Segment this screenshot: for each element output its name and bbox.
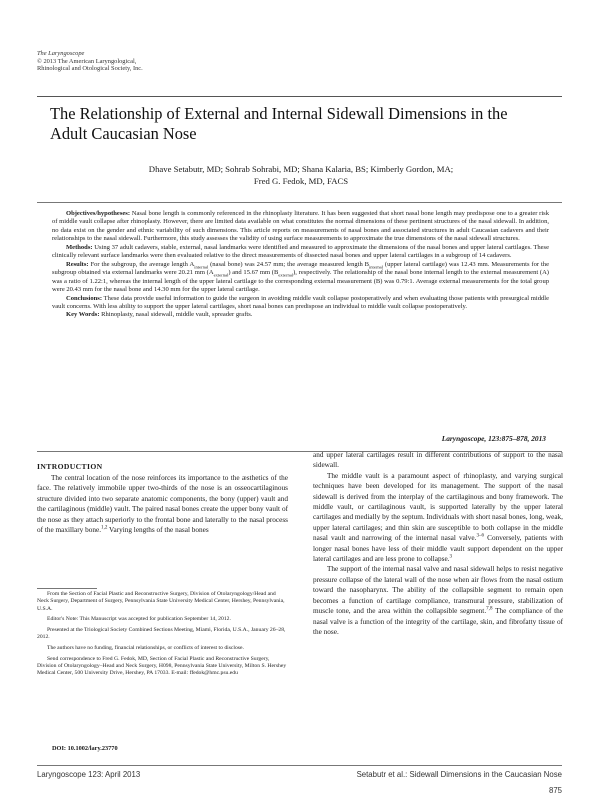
- reference-marker: 7,8: [486, 605, 493, 612]
- abstract-objectives: [52, 210, 549, 244]
- paragraph-text: The central location of the nose reinforces its importance to the æsthetics of the face. The relatively immobile upper two-thirds of the nose is an osseocartilaginous structure divided into two separate anatomic components, the bony (upper) vault and the cartilaginous (middle) vault. The paired nasal bones create the upper bony vault of the nose as they attach superiorly to the frontal bone and laterally to the nasal process of the maxillary bone.: [37, 474, 288, 535]
- abstract-keywords: [52, 311, 549, 319]
- author-list: [60, 163, 542, 187]
- authors-line: Dhave Setabutr, MD; Sohrab Sohrabi, MD; Shana Kalaria, BS; Kimberly Gordon, MA;: [148, 164, 454, 174]
- subscript: external: [213, 272, 229, 278]
- paragraph-text: Varying lengths of the nasal bones: [107, 526, 209, 535]
- running-footer-right: Setabutr et al.: Sidewall Dimensions in the Caucasian Nose: [356, 770, 562, 779]
- results-text: For the subgroup, the average length A: [88, 260, 195, 268]
- results-text: ) and 15.67 mm (B: [228, 269, 279, 277]
- objectives-text: Nasal bone length is commonly referenced in the rhinoplasty literature. It has been suggested that short nasal bone length may predispose one to a greater risk of middle vault collapse after rhinoplasty. However, there are limited data available on what constitutes the normal dimensions of these pertinent structures of the nasal sidewall. In addition, no data exist on the gender and ethnic variability of such dimensions. This article reports on measurements of nasal bones and associated structures in adult Caucasian cadavers and their relationships to the nasal sidewall. Furthermore, this study assesses the validity of using surface measurements to approximate the true dimensions of the nasal sidewall structures.: [52, 210, 549, 243]
- abstract-methods: [52, 244, 549, 261]
- title-line: Adult Caucasian Nose: [50, 124, 197, 143]
- abstract-conclusions: [52, 295, 549, 312]
- results-text: ), respectively. The relationship of the nasal bone internal length to the external measurement (A) was a ratio of 1.22:1, whereas the internal length of the upper lateral cartilage to the corresponding external measurement (B) was 0.79:1. Average external measurements for the total group were 20.43 mm for the nasal bone and 14.30 mm for the upper lateral cartilage.: [52, 269, 549, 294]
- title-line: The Relationship of External and Internal Sidewall Dimensions in the: [50, 104, 508, 123]
- journal-header: [37, 50, 143, 73]
- header-divider: [37, 96, 562, 97]
- conclusions-label: Conclusions:: [66, 294, 103, 302]
- results-label: Results:: [66, 260, 89, 268]
- reference-marker: 3: [449, 553, 453, 560]
- footnote: Presented at the Triological Society Combined Sections Meeting, Miami, Florida, U.S.A., January 26–28, 2012.: [37, 627, 286, 641]
- subscript: internal: [194, 264, 209, 270]
- footnote: From the Section of Facial Plastic and Reconstructive Surgery, Division of Otolaryngology/Head and Neck Surgery, Department of Surgery, Pennsylvania State University Medical Center, Hershey, Pennsylvania, U.S.A.: [37, 591, 285, 612]
- results-text: (upper lateral cartilage) was 12.43 mm. Measurements for the subgroup obtained via external landmarks were 20.21 mm (A: [52, 260, 549, 277]
- methods-text: Using 37 adult cadavers, stable, external, nasal landmarks were identified and measured to approximate the dimensions of the nasal bones and upper lateral cartilages. These clinically relevant surface landmarks were then evaluated relative to the direct measurements of dissected nasal bones and upper lateral cartilages in a subgroup of 14 cadavers.: [52, 243, 549, 260]
- footnote-divider: [37, 588, 97, 589]
- keywords-label: Key Words:: [66, 311, 100, 319]
- methods-label: Methods:: [66, 243, 93, 251]
- paragraph: [313, 471, 563, 565]
- paragraph-text: The compliance of the nasal valve is a function of the integrity of the cartilage, skin, and fibrofatty tissue of the nose.: [313, 607, 563, 636]
- objectives-label: Objectives/hypotheses:: [66, 210, 131, 217]
- footer-divider: [37, 765, 562, 766]
- subscript: internal: [369, 264, 383, 270]
- abstract: [52, 210, 549, 320]
- reference-marker: 3–6: [476, 532, 485, 539]
- copyright-line: Rhinological and Otological Society, Inc.: [37, 65, 143, 73]
- journal-name: The Laryngoscope: [37, 50, 85, 57]
- article-title: [50, 104, 560, 144]
- paragraph-text: The support of the internal nasal valve and nasal sidewall helps to resist negative pressure collapse of the lateral wall of the nose when air flows from the nasal ostium toward the nasopharynx. The ability of the collapsible segment to remain open becomes a function of cartilage compliance, transmural pressure, stabilization of muscle tone, and the area within the collapsible segment.: [313, 565, 563, 616]
- results-text: (nasal bone) was 24.57 mm; the average measured length B: [208, 260, 369, 268]
- doi: DOI: 10.1002/lary.23770: [52, 745, 118, 752]
- body-column-left: [37, 473, 288, 535]
- paragraph: [37, 473, 288, 535]
- footnotes: [37, 591, 288, 681]
- running-footer-left: Laryngoscope 123: April 2013: [37, 770, 141, 779]
- subscript: external: [278, 272, 294, 278]
- section-heading-introduction: INTRODUCTION: [37, 462, 103, 471]
- footnote: Send correspondence to Fred G. Fedok, MD, Section of Facial Plastic and Reconstructive Surgery, Division of Otolaryngology–Head and Neck Surgery, H098, Pennsylvania State University, Milton S. Hershey Medical Center, 500 University Drive, Hershey, PA 17033. E-mail: ffedok@hmc.psu.edu: [37, 655, 287, 677]
- keywords-text: Rhinoplasty, nasal sidewall, middle vault, spreader grafts.: [99, 311, 253, 319]
- footnote: The authors have no funding, financial relationships, or conflicts of interest to disclose.: [47, 645, 244, 651]
- copyright-line: © 2013 The American Laryngological,: [37, 57, 137, 65]
- footnote: Editor's Note: This Manuscript was accepted for publication September 14, 2012.: [47, 616, 231, 623]
- paragraph: [313, 564, 563, 637]
- authors-line: Fred G. Fedok, MD, FACS: [253, 176, 349, 186]
- conclusions-text: These data provide useful information to guide the surgeon in avoiding middle vault collapse postoperatively and when evaluating those patients with presurgical middle vault concerns. With less ability to support the upper lateral cartilages, short nasal bones can predispose an individual to middle vault collapse postoperatively.: [52, 294, 549, 310]
- paragraph-text: The middle vault is a paramount aspect of rhinoplasty, and varying surgical techniques have been developed for its management. The support of the nasal sidewall is derived from the interplay of the cartilaginous and bony framework. The middle vault, or cartilaginous vault, is supported laterally by the upper lateral cartilages and medially by the septum. Individuals with short nasal bones, long, weak, upper lateral cartilages; and thin skin are susceptible to both collapse in the middle nasal vault and narrowing of the internal nasal valve.: [313, 471, 563, 543]
- abstract-results: [52, 261, 549, 295]
- paragraph: and upper lateral cartilages result in different contributions of support to the nasal sidewall.: [313, 451, 563, 470]
- page-number: 875: [548, 786, 562, 795]
- citation: Laryngoscope, 123:875–878, 2013: [441, 434, 546, 443]
- body-column-right: [313, 450, 563, 637]
- paragraph-text: Conversely, patients with longer nasal bones have less of their middle vault support dependent on the upper lateral cartilages and are less prone to collapse.: [313, 534, 563, 564]
- reference-marker: 1,2: [101, 524, 108, 531]
